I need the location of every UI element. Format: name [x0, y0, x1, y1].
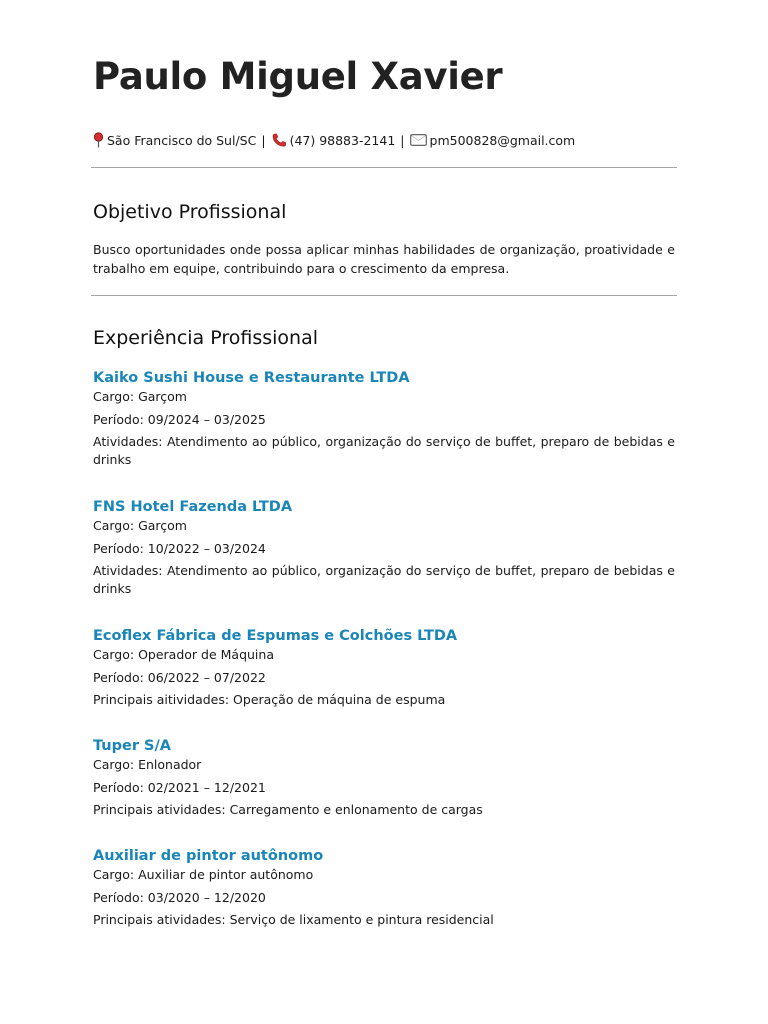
job-period: Período: 06/2022 – 07/2022	[93, 669, 266, 685]
job-entry	[93, 497, 675, 598]
experience-list	[93, 368, 675, 956]
map-pin-icon	[93, 132, 104, 148]
job-entry	[93, 626, 675, 709]
divider	[91, 295, 677, 296]
job-activities: Atividades: Atendimento ao público, organização do serviço de buffet, preparo de bebidas e drinks	[93, 563, 675, 596]
job-company: Kaiko Sushi House e Restaurante LTDA	[93, 370, 410, 386]
job-activities: Principais aitividades: Operação de máquina de espuma	[93, 692, 446, 707]
job-entry	[93, 736, 675, 819]
objective-heading: Objetivo Profissional	[93, 201, 287, 223]
contact-location: São Francisco do Sul/SC	[107, 132, 257, 148]
objective-text: Busco oportunidades onde possa aplicar minhas habilidades de organização, proatividade e trabalho em equipe, contribuindo para o crescimento da empresa.	[93, 242, 675, 276]
job-company: Tuper S/A	[93, 738, 171, 754]
contact-email: pm500828@gmail.com	[429, 132, 576, 148]
job-activities: Principais atividades: Carregamento e enlonamento de cargas	[93, 802, 483, 817]
divider	[91, 167, 677, 168]
job-role: Cargo: Garçom	[93, 389, 187, 404]
job-period: Período: 02/2021 – 12/2021	[93, 779, 266, 795]
phone-icon	[271, 133, 287, 147]
envelope-icon	[410, 134, 427, 146]
job-company: Ecoflex Fábrica de Espumas e Colchões LTDA	[93, 628, 458, 644]
job-entry	[93, 846, 675, 929]
job-role: Cargo: Garçom	[93, 518, 187, 533]
contact-phone: (47) 98883-2141	[289, 132, 396, 148]
job-period: Período: 03/2020 – 12/2020	[93, 889, 266, 905]
job-period: Período: 09/2024 – 03/2025	[93, 411, 266, 427]
job-entry	[93, 368, 675, 469]
job-role: Cargo: Auxiliar de pintor autônomo	[93, 867, 314, 882]
job-company: Auxiliar de pintor autônomo	[93, 848, 324, 864]
job-period: Período: 10/2022 – 03/2024	[93, 540, 266, 556]
candidate-name: Paulo Miguel Xavier	[93, 55, 503, 98]
contact-separator: |	[261, 132, 266, 148]
job-company: FNS Hotel Fazenda LTDA	[93, 499, 293, 515]
contact-line	[93, 131, 575, 149]
job-role: Cargo: Enlonador	[93, 757, 202, 772]
contact-separator: |	[400, 132, 405, 148]
job-role: Cargo: Operador de Máquina	[93, 647, 274, 662]
experience-heading: Experiência Profissional	[93, 327, 319, 349]
job-activities: Principais atividades: Serviço de lixamento e pintura residencial	[93, 912, 494, 927]
job-activities: Atividades: Atendimento ao público, organização do serviço de buffet, preparo de bebidas e drinks	[93, 434, 675, 467]
